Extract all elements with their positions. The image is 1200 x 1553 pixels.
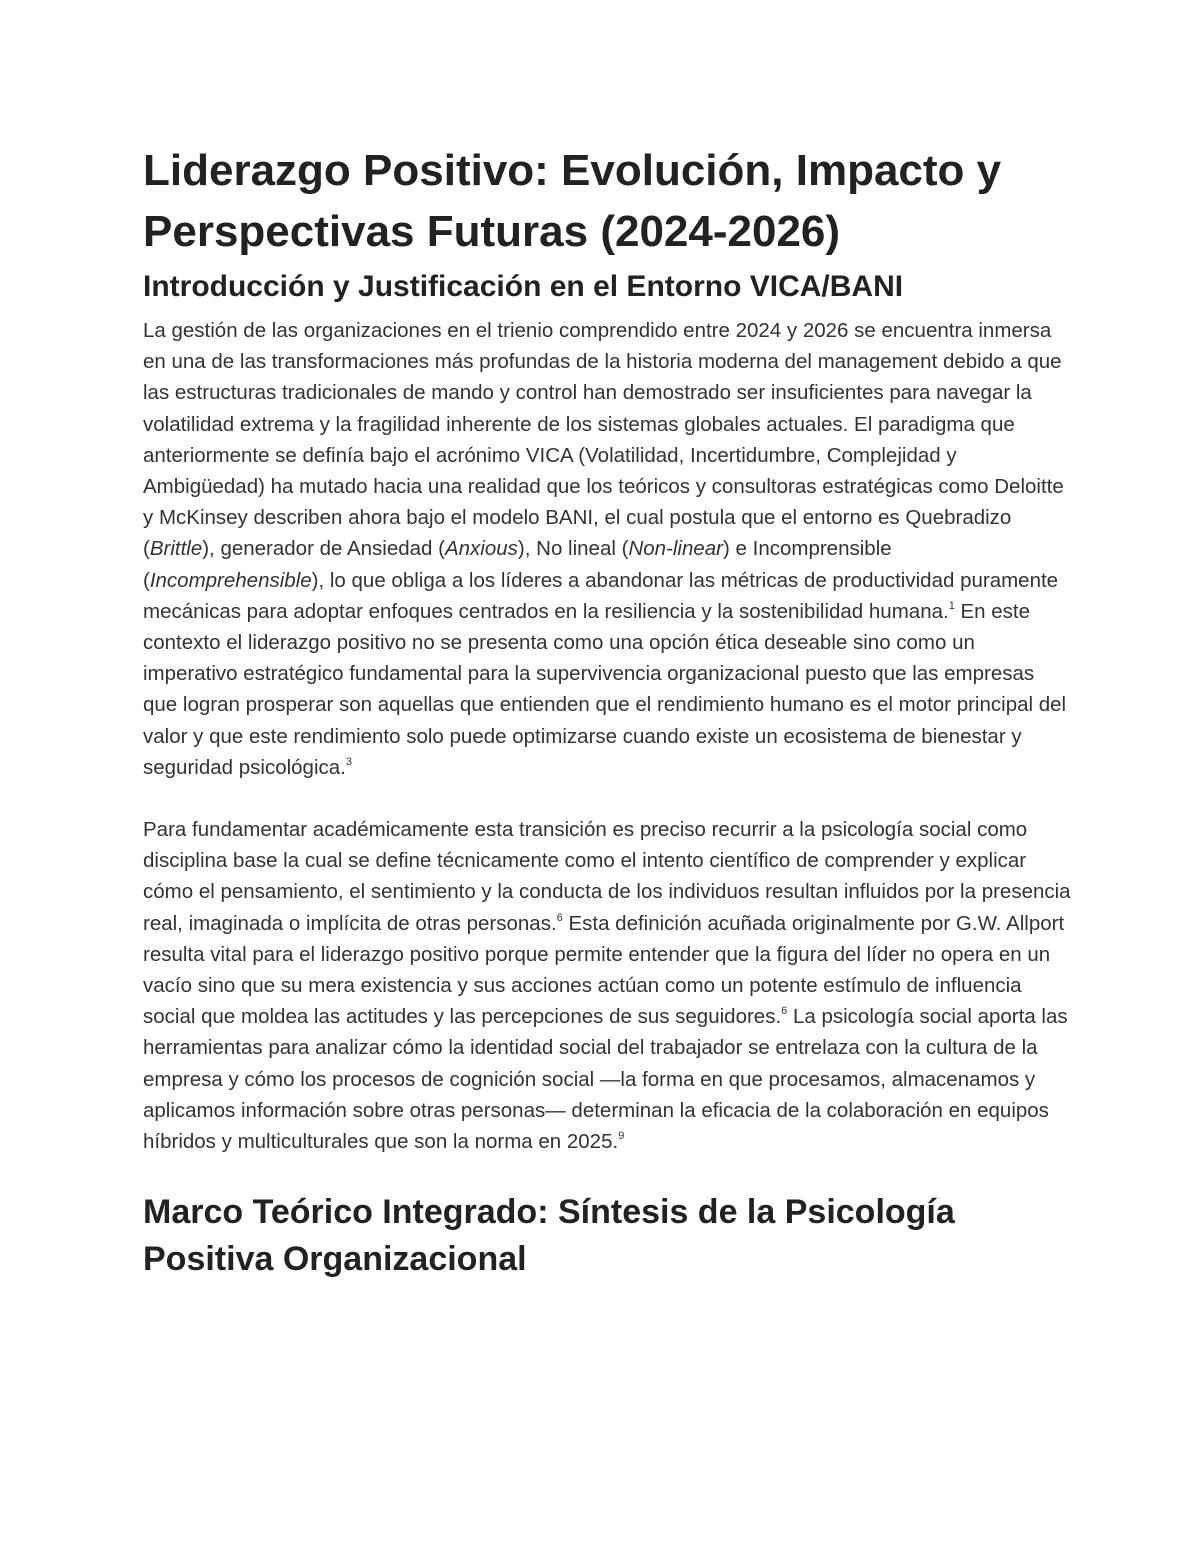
- text-span: ), lo que obliga a los líderes a abandonar las métricas de productividad puramente mecánicas para adoptar enfoques centrados en la resiliencia y la sostenibilidad humana.: [143, 568, 1059, 623]
- emphasis-non-linear: Non-linear: [628, 537, 724, 561]
- footnote-reference[interactable]: 6: [781, 1005, 788, 1018]
- footnote-reference[interactable]: 9: [618, 1130, 625, 1143]
- text-span: En este contexto el liderazgo positivo no se presenta como una opción ética deseable sino como un imperativo estratégico fundamental para la supervivencia organizacional puesto que las empresas que logran prosperar son aquellas que entienden que el rendimiento humano es el motor principal del valor y que este rendimiento solo puede optimizarse cuando existe un ecosistema de bienestar y seguridad psicológica.: [143, 599, 1067, 779]
- text-span: ), No lineal (: [517, 537, 629, 561]
- footnote-reference[interactable]: 3: [345, 755, 352, 768]
- text-span: Esta definición acuñada originalmente por G.W. Allport resulta vital para el liderazgo positivo porque permite entender que la figura del líder no opera en un vacío sino que su mera existencia y sus acciones actúan como un potente estímulo de influencia social que moldea las actitudes y las percepciones de sus seguidores.: [143, 911, 1065, 1029]
- text-span: La gestión de las organizaciones en el trienio comprendido entre 2024 y 2026 se encuentra inmersa en una de las transformaciones más profundas de la historia moderna del management debido a que las estructuras tradicionales de mando y control han demostrado ser insuficientes para navegar la volatilidad extrema y la fragilidad inherente de los sistemas globales actuales. El paradigma que anteriormente se definía bajo el acrónimo VICA (Volatilidad, Incertidumbre, Complejidad y Ambigüedad) ha mutado hacia una realidad que los teóricos y consultoras estratégicas como Deloitte y McKinsey describen ahora bajo el modelo BANI, el cual postula que el entorno es Quebradizo (: [143, 319, 1064, 561]
- text-span: La psicología social aporta las herramientas para analizar cómo la identidad social del trabajador se entrelaza con la cultura de la empresa y cómo los procesos de cognición social —la forma en que procesamos, almacenamos y aplicamos información sobre otras personas— determinan la eficacia de la colaboración en equipos híbridos y multiculturales que son la norma en 2025.: [143, 1005, 1068, 1154]
- paragraph-introduccion: [143, 315, 1073, 783]
- section-heading-introduccion: Introducción y Justificación en el Entorno VICA/BANI: [143, 270, 904, 303]
- text-span: Para fundamentar académicamente esta transición es preciso recurrir a la psicología social como disciplina base la cual se define técnicamente como el intento científico de comprender y explicar cómo el pensamiento, el sentimiento y la conducta de los individuos resultan influidos por la presencia real, imaginada o implícita de otras personas.: [143, 818, 1071, 935]
- emphasis-anxious: Anxious: [444, 537, 518, 561]
- paragraph-psicologia-social: [143, 814, 1073, 1157]
- emphasis-brittle: Brittle: [149, 537, 203, 561]
- emphasis-incomprehensible: Incomprehensible: [149, 568, 312, 592]
- document-title: Liderazgo Positivo: Evolución, Impacto y Perspectivas Futuras (2024-2026): [143, 146, 1002, 256]
- text-span: ) e Incomprensible (: [143, 537, 892, 592]
- footnote-reference[interactable]: 1: [948, 599, 955, 612]
- footnote-reference[interactable]: 6: [556, 911, 563, 924]
- text-span: ), generador de Ansiedad (: [202, 537, 445, 561]
- section-heading-marco-teorico: Marco Teórico Integrado: Síntesis de la Psicología Positiva Organizacional: [143, 1193, 955, 1279]
- document-content: [143, 140, 1073, 1283]
